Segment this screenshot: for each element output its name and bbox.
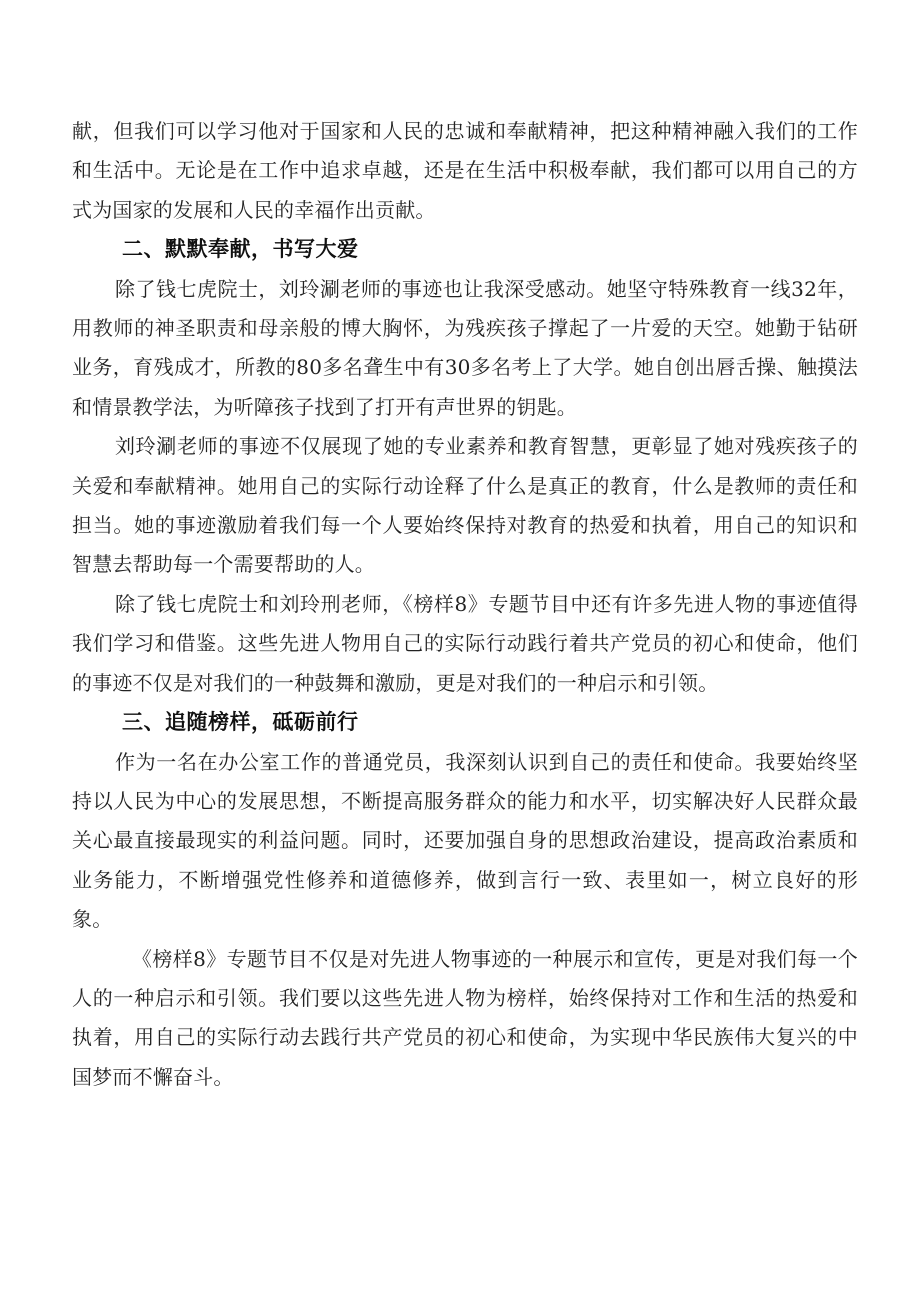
- section-heading-two: 二、默默奉献，书写大爱: [122, 237, 359, 262]
- paragraph-liu-lingshua: 除了钱七虎院士，刘玲涮老师的事迹也让我深受感动。她坚守特殊教育一线32年，用教师的神圣职责和母亲般的博大胸怀，为残疾孩子撑起了一片爱的天空。她勤于钻研业务，育残成才，所教的80多名聋生中有30多名考上了大学。她自创出唇舌操、触摸法和情景教学法，为听障孩子找到了打开有声世界的钥匙。: [72, 276, 858, 419]
- paragraph-conclusion: 《榜样8》专题节目不仅是对先进人物事迹的一种展示和宣传，更是对我们每一个人的一种启示和引领。我们要以这些先进人物为榜样，始终保持对工作和生活的热爱和执着，用自己的实际行动去践行共产党员的初心和使命，为实现中华民族伟大复兴的中国梦而不懈奋斗。: [72, 946, 858, 1089]
- paragraph-other-figures: 除了钱七虎院士和刘玲刑老师，《榜样8》专题节目中还有许多先进人物的事迹值得我们学习和借鉴。这些先进人物用自己的实际行动践行着共产党员的初心和使命，他们的事迹不仅是对我们的一种鼓舞和激励，更是对我们的一种启示和引领。: [72, 591, 858, 695]
- paragraph-party-member: 作为一名在办公室工作的普通党员，我深刻认识到自己的责任和使命。我要始终坚持以人民为中心的发展思想，不断提高服务群众的能力和水平，切实解决好人民群众最关心最直接最现实的利益问题。同时，还要加强自身的思想政治建设，提高政治素质和业务能力，不断增强党性修养和道德修养，做到言行一致、表里如一，树立良好的形象。: [72, 749, 858, 932]
- paragraph-liu-reflection: 刘玲涮老师的事迹不仅展现了她的专业素养和教育智慧，更彰显了她对残疾孩子的关爱和奉献精神。她用自己的实际行动诠释了什么是真正的教育，什么是教师的责任和担当。她的事迹激励着我们每一个人要始终保持对教育的热爱和执着，用自己的知识和智慧去帮助每一个需要帮助的人。: [72, 434, 858, 577]
- document-body: [72, 112, 858, 1097]
- paragraph-continued: 献，但我们可以学习他对于国家和人民的忠诚和奉献精神，把这种精神融入我们的工作和生活中。无论是在工作中追求卓越，还是在生活中积极奉献，我们都可以用自己的方式为国家的发展和人民的幸福作出贡献。: [72, 119, 858, 222]
- section-heading-three: 三、追随榜样，砥砺前行: [122, 710, 359, 735]
